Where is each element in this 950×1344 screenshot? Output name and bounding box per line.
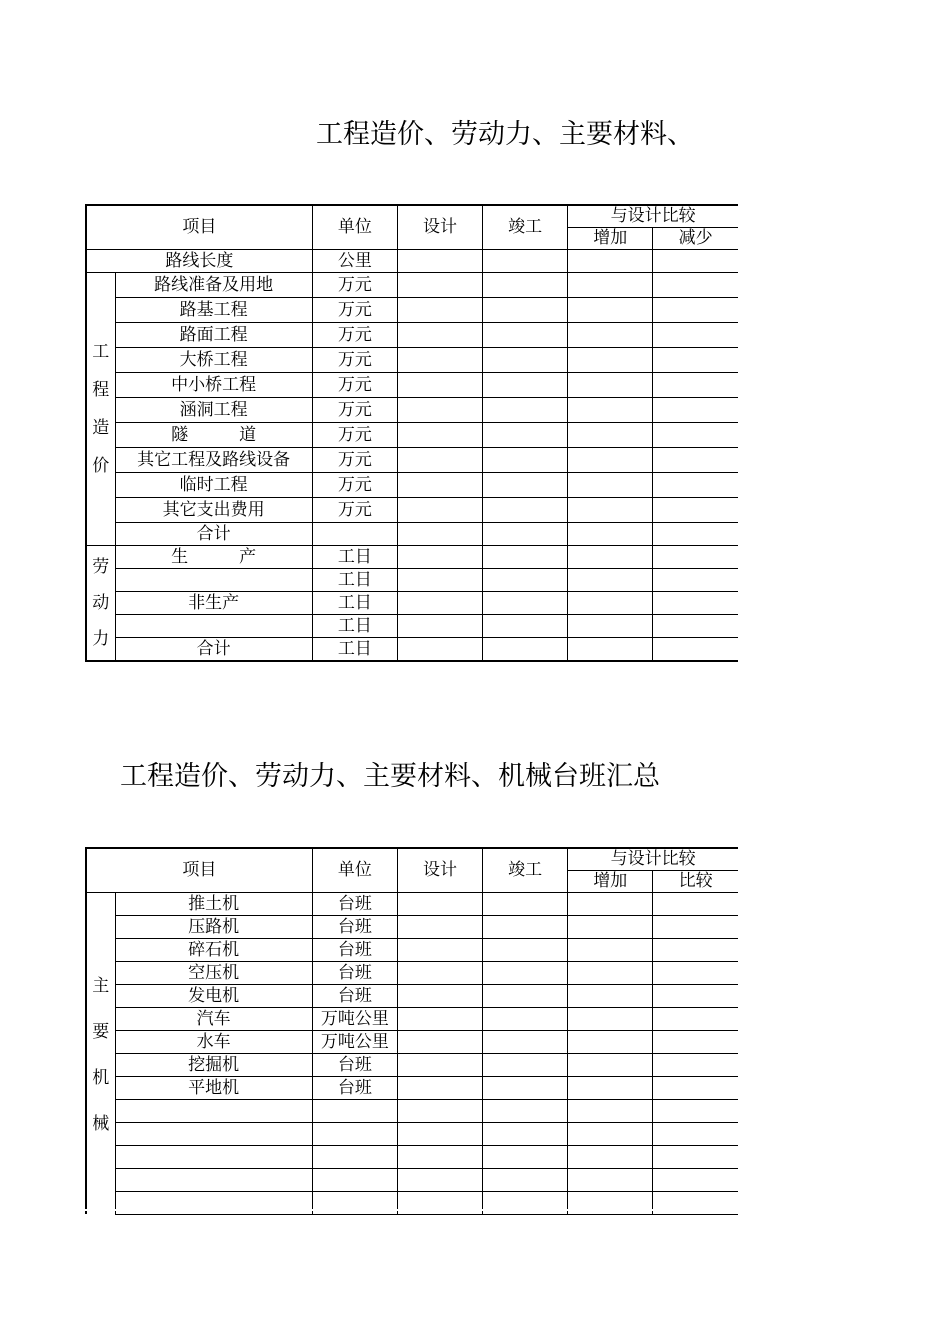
value-cell xyxy=(653,1053,738,1076)
table-row xyxy=(86,637,738,661)
row-label: 路线长度 xyxy=(86,249,312,272)
value-cell xyxy=(397,1030,482,1053)
value-cell xyxy=(568,1007,653,1030)
row-unit: 台班 xyxy=(312,984,397,1007)
row-unit: 台班 xyxy=(312,938,397,961)
table-row xyxy=(86,272,738,297)
row-label: 其它支出费用 xyxy=(115,497,312,522)
title-2-clip xyxy=(0,758,738,798)
table-row xyxy=(86,522,738,545)
table-row xyxy=(86,938,738,961)
page-title-1: 工程造价、劳动力、主要材料、 xyxy=(316,119,694,150)
value-cell xyxy=(397,1168,482,1191)
value-cell xyxy=(653,961,738,984)
header-item: 项目 xyxy=(86,205,312,249)
row-unit: 万元 xyxy=(312,447,397,472)
value-cell xyxy=(483,915,568,938)
value-cell xyxy=(568,984,653,1007)
row-unit: 万元 xyxy=(312,347,397,372)
header-compare: 与设计比较 xyxy=(568,205,738,227)
table-row xyxy=(86,614,738,637)
row-label: 其它工程及路线设备 xyxy=(115,447,312,472)
machine-group-char: 要 xyxy=(92,1021,110,1042)
row-unit: 工日 xyxy=(312,591,397,614)
cost-group-label: 工 程 造 价 xyxy=(86,272,115,545)
row-label xyxy=(115,1122,312,1145)
header-compare: 与设计比较 xyxy=(568,848,738,870)
table-row xyxy=(86,497,738,522)
row-unit: 万元 xyxy=(312,372,397,397)
row-label xyxy=(115,614,312,637)
value-cell xyxy=(653,1076,738,1099)
row-unit xyxy=(312,1122,397,1145)
value-cell xyxy=(397,1076,482,1099)
row-unit: 台班 xyxy=(312,892,397,915)
row-label: 推土机 xyxy=(115,892,312,915)
row-label: 发电机 xyxy=(115,984,312,1007)
header-unit: 单位 xyxy=(312,848,397,892)
table-row xyxy=(86,1007,738,1030)
row-unit: 万吨公里 xyxy=(312,1007,397,1030)
row-label: 汽车 xyxy=(115,1007,312,1030)
header-increase: 增加 xyxy=(568,227,653,249)
value-cell xyxy=(653,1030,738,1053)
title-1-clip xyxy=(0,116,738,156)
machine-table xyxy=(85,847,738,1215)
value-cell xyxy=(568,1030,653,1053)
value-cell xyxy=(397,1099,482,1122)
value-cell xyxy=(568,938,653,961)
value-cell xyxy=(397,1053,482,1076)
value-cell xyxy=(483,961,568,984)
value-cell xyxy=(483,892,568,915)
header-unit: 单位 xyxy=(312,205,397,249)
row-unit: 工日 xyxy=(312,545,397,568)
page-title-2: 工程造价、劳动力、主要材料、机械台班汇总 xyxy=(120,761,660,792)
value-cell xyxy=(483,1030,568,1053)
row-label: 中小桥工程 xyxy=(115,372,312,397)
row-unit: 台班 xyxy=(312,915,397,938)
table-row xyxy=(86,249,738,272)
value-cell xyxy=(653,915,738,938)
header-compare2: 比较 xyxy=(653,870,738,892)
value-cell xyxy=(483,1099,568,1122)
value-cell xyxy=(397,915,482,938)
value-cell xyxy=(568,1053,653,1076)
value-cell xyxy=(653,1168,738,1191)
row-unit: 万元 xyxy=(312,322,397,347)
table-row xyxy=(86,347,738,372)
header-decrease: 减少 xyxy=(653,227,738,249)
row-label: 路基工程 xyxy=(115,297,312,322)
value-cell xyxy=(397,938,482,961)
value-cell xyxy=(568,1122,653,1145)
table-row xyxy=(86,1053,738,1076)
table-row xyxy=(86,1122,738,1145)
table-row xyxy=(86,297,738,322)
value-cell xyxy=(568,1145,653,1168)
table-row xyxy=(86,447,738,472)
machine-group-label xyxy=(86,892,115,1214)
row-label: 水车 xyxy=(115,1030,312,1053)
row-label: 路面工程 xyxy=(115,322,312,347)
row-label: 平地机 xyxy=(115,1076,312,1099)
table-row xyxy=(86,545,738,568)
table-row xyxy=(86,322,738,347)
value-cell xyxy=(568,1099,653,1122)
value-cell xyxy=(568,961,653,984)
value-cell xyxy=(653,1122,738,1145)
value-cell xyxy=(483,1122,568,1145)
row-label: 大桥工程 xyxy=(115,347,312,372)
row-label: 挖掘机 xyxy=(115,1053,312,1076)
row-unit xyxy=(312,1168,397,1191)
row-label: 隧 道 xyxy=(115,422,312,447)
row-unit: 台班 xyxy=(312,961,397,984)
page-bottom-edge xyxy=(85,1209,738,1211)
value-cell xyxy=(397,1145,482,1168)
row-label: 碎石机 xyxy=(115,938,312,961)
table-row xyxy=(86,422,738,447)
value-cell xyxy=(483,1168,568,1191)
row-unit: 万元 xyxy=(312,422,397,447)
header-completed: 竣工 xyxy=(483,205,568,249)
value-cell xyxy=(483,1076,568,1099)
row-unit: 台班 xyxy=(312,1076,397,1099)
table-row xyxy=(86,984,738,1007)
row-unit: 工日 xyxy=(312,614,397,637)
table-row xyxy=(86,372,738,397)
value-cell xyxy=(653,938,738,961)
value-cell xyxy=(397,892,482,915)
labor-group-label: 劳 动 力 xyxy=(86,545,115,661)
table-row xyxy=(86,1076,738,1099)
machine-group-char: 械 xyxy=(92,1113,110,1134)
table-row xyxy=(86,1030,738,1053)
row-label: 空压机 xyxy=(115,961,312,984)
row-unit xyxy=(312,1099,397,1122)
row-unit: 万元 xyxy=(312,272,397,297)
table-row xyxy=(86,1099,738,1122)
header-item: 项目 xyxy=(86,848,312,892)
table-row xyxy=(86,892,738,915)
header-design: 设计 xyxy=(397,205,482,249)
row-unit: 万元 xyxy=(312,472,397,497)
value-cell xyxy=(568,1168,653,1191)
table-row xyxy=(86,568,738,591)
row-unit: 台班 xyxy=(312,1053,397,1076)
value-cell xyxy=(483,1007,568,1030)
table-row xyxy=(86,591,738,614)
machine-group-char: 主 xyxy=(92,975,110,996)
row-unit: 万元 xyxy=(312,497,397,522)
row-unit: 万吨公里 xyxy=(312,1030,397,1053)
value-cell xyxy=(568,892,653,915)
value-cell xyxy=(397,961,482,984)
cost-labor-table xyxy=(85,204,738,662)
value-cell xyxy=(397,984,482,1007)
row-label: 合计 xyxy=(115,522,312,545)
header-completed: 竣工 xyxy=(483,848,568,892)
row-label: 临时工程 xyxy=(115,472,312,497)
row-label xyxy=(115,1099,312,1122)
value-cell xyxy=(568,915,653,938)
table-row xyxy=(86,961,738,984)
table-row xyxy=(86,472,738,497)
value-cell xyxy=(653,984,738,1007)
value-cell xyxy=(653,892,738,915)
row-unit xyxy=(312,1145,397,1168)
header-increase: 增加 xyxy=(568,870,653,892)
row-unit: 工日 xyxy=(312,568,397,591)
value-cell xyxy=(568,1076,653,1099)
table-row xyxy=(86,397,738,422)
value-cell xyxy=(397,1007,482,1030)
row-unit: 万元 xyxy=(312,397,397,422)
row-label: 合计 xyxy=(115,637,312,661)
row-unit: 工日 xyxy=(312,637,397,661)
value-cell xyxy=(483,938,568,961)
row-unit: 万元 xyxy=(312,297,397,322)
row-label: 涵洞工程 xyxy=(115,397,312,422)
row-label: 路线准备及用地 xyxy=(115,272,312,297)
row-label: 生 产 xyxy=(115,545,312,568)
value-cell xyxy=(483,984,568,1007)
table-row xyxy=(86,1168,738,1191)
value-cell xyxy=(653,1145,738,1168)
value-cell xyxy=(483,1145,568,1168)
table-row xyxy=(86,915,738,938)
value-cell xyxy=(653,1099,738,1122)
row-unit: 公里 xyxy=(312,249,397,272)
value-cell xyxy=(653,1007,738,1030)
row-label: 非生产 xyxy=(115,591,312,614)
value-cell xyxy=(397,1122,482,1145)
value-cell xyxy=(483,1053,568,1076)
row-label xyxy=(115,1168,312,1191)
machine-group-char: 机 xyxy=(92,1067,110,1088)
machine-rows xyxy=(86,892,738,1214)
table-row xyxy=(86,1145,738,1168)
row-label xyxy=(115,1145,312,1168)
row-label: 压路机 xyxy=(115,915,312,938)
header-design: 设计 xyxy=(397,848,482,892)
row-label xyxy=(115,568,312,591)
